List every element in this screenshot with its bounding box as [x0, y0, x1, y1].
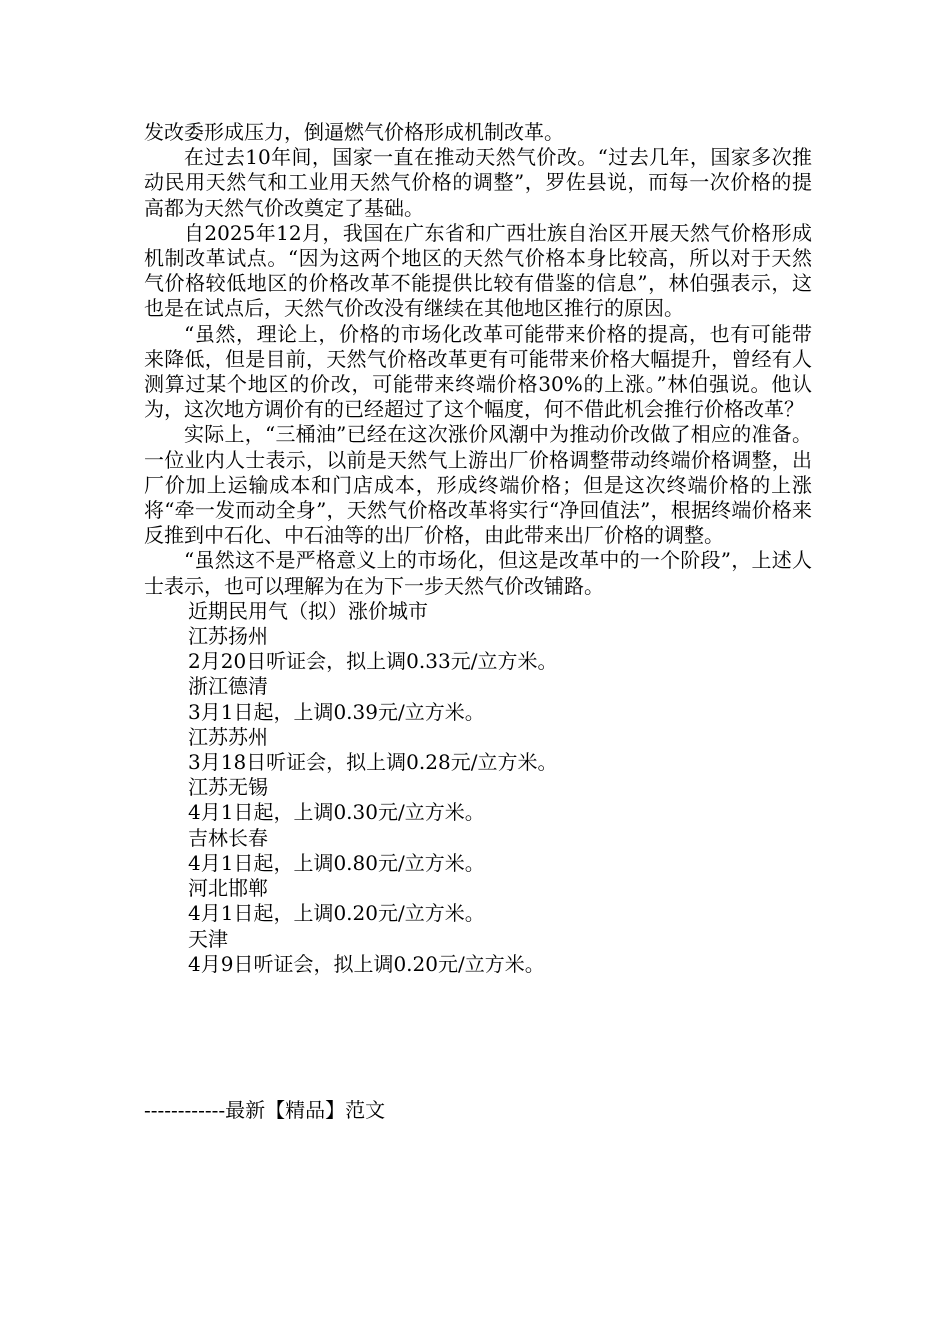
city-detail: 4月9日听证会，拟上调0.20元/立方米。 [188, 951, 545, 976]
paragraph: “虽然，理论上，价格的市场化改革可能带来价格的提高，也有可能带来降低，但是目前，天然气价格改革更有可能带来价格大幅提升，曾经有人测算过某个地区的价改，可能带来终端价格30%的上涨。”林伯强说。他认为，这次地方调价有的已经超过了这个幅度，何不借此机会推行价格改革？ [144, 321, 812, 422]
city-detail: 3月18日听证会，拟上调0.28元/立方米。 [188, 750, 558, 775]
city-detail: 3月1日起，上调0.39元/立方米。 [188, 699, 485, 724]
paragraph: “虽然这不是严格意义上的市场化，但这是改革中的一个阶段”，上述人士表示，也可以理解为在为下一步天然气价改铺路。 [144, 548, 812, 598]
city-name: 天津 [188, 926, 228, 951]
city-name: 江苏苏州 [188, 724, 268, 749]
city-name: 吉林长春 [188, 825, 268, 850]
list-title: 近期民用气（拟）涨价城市 [188, 598, 428, 623]
price-increase-city-list [144, 599, 812, 977]
city-name: 江苏扬州 [188, 624, 268, 649]
city-name: 河北邯郸 [188, 876, 268, 901]
city-detail: 4月1日起，上调0.30元/立方米。 [188, 800, 485, 825]
city-detail: 4月1日起，上调0.20元/立方米。 [188, 901, 485, 926]
paragraph: 自2025年12月，我国在广东省和广西壮族自治区开展天然气价格形成机制改革试点。“因为这两个地区的天然气价格本身比较高，所以对于天然气价格较低地区的价格改革不能提供比较有借鉴的信息”，林伯强表示，这也是在试点后，天然气价改没有继续在其他地区推行的原因。 [144, 220, 812, 321]
city-detail: 4月1日起，上调0.80元/立方米。 [188, 850, 485, 875]
footer-text: ------------最新【精品】范文 [144, 1098, 386, 1122]
city-name: 江苏无锡 [188, 775, 268, 800]
city-detail: 2月20日听证会，拟上调0.33元/立方米。 [188, 649, 558, 674]
paragraph: 在过去10年间，国家一直在推动天然气价改。“过去几年，国家多次推动民用天然气和工业用天然气价格的调整”，罗佐县说，而每一次价格的提高都为天然气价改奠定了基础。 [144, 145, 812, 220]
paragraph: 发改委形成压力，倒逼燃气价格形成机制改革。 [144, 120, 564, 144]
paragraph: 实际上，“三桶油”已经在这次涨价风潮中为推动价改做了相应的准备。一位业内人士表示，以前是天然气上游出厂价格调整带动终端价格调整，出厂价加上运输成本和门店成本，形成终端价格；但是这次终端价格的上涨将“牵一发而动全身”，天然气价格改革将实行“净回值法”，根据终端价格来反推到中石化、中石油等的出厂价格，由此带来出厂价格的调整。 [144, 422, 812, 548]
city-name: 浙江德清 [188, 674, 268, 699]
article-body [144, 120, 812, 977]
